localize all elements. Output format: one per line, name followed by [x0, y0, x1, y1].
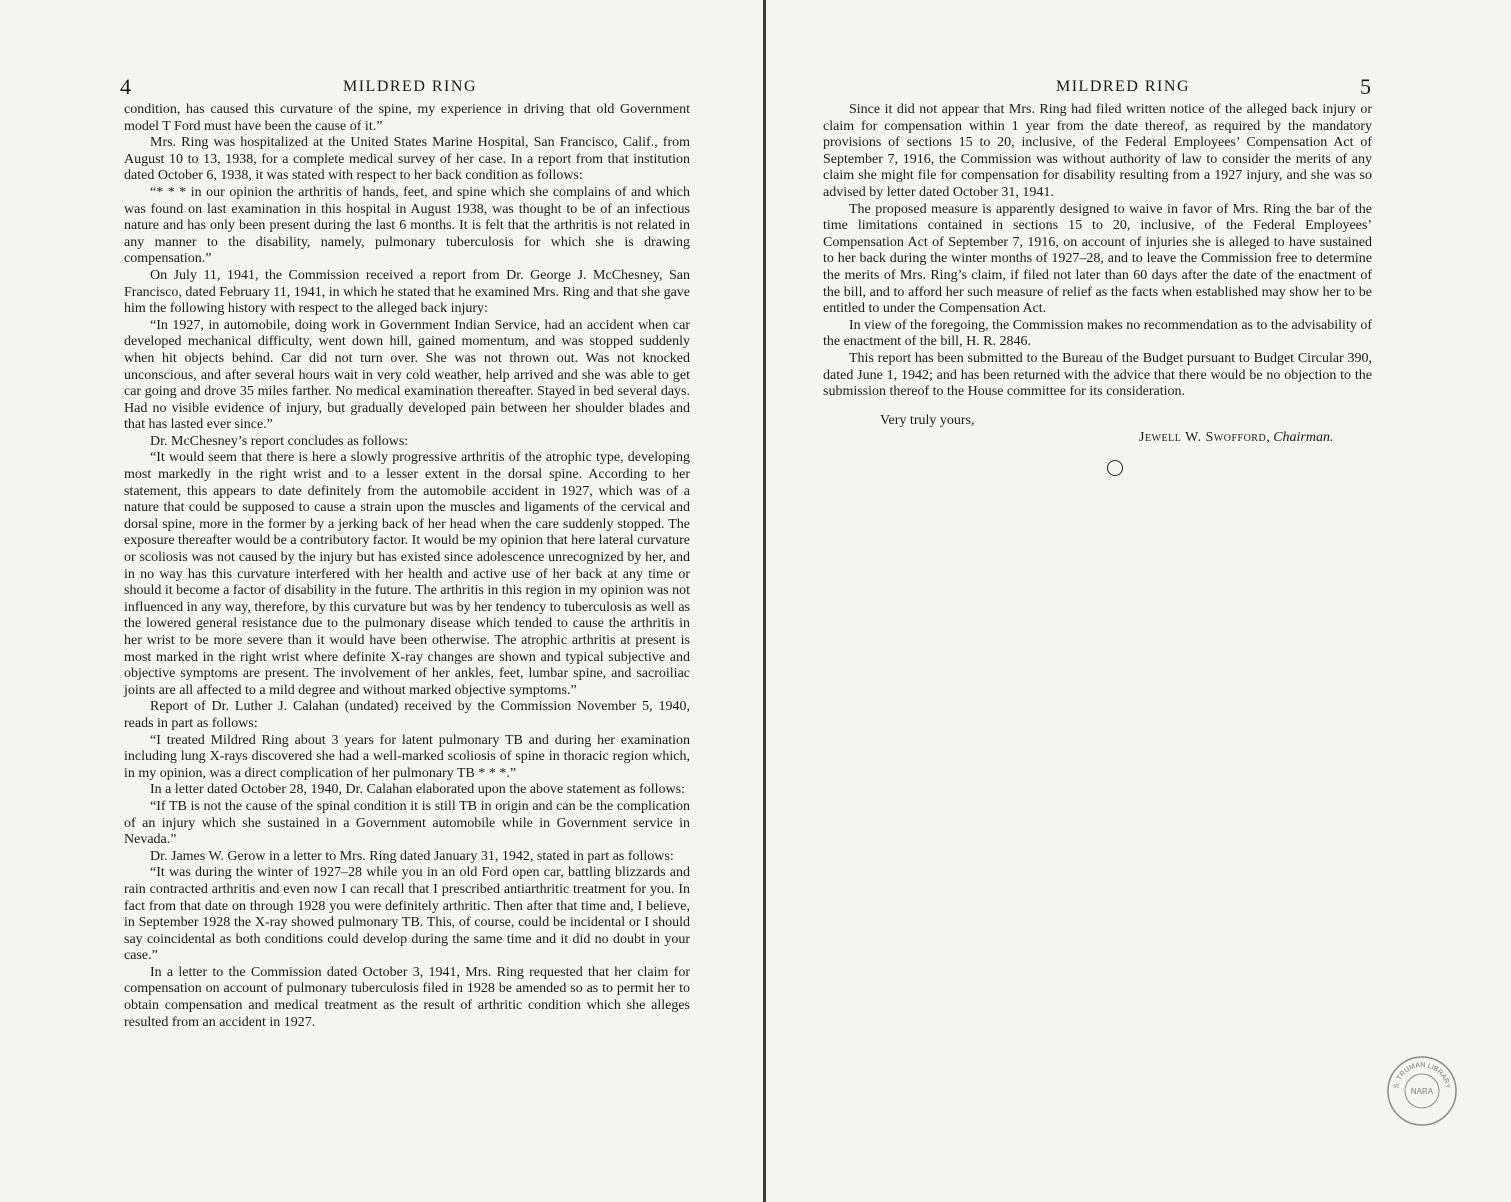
- paragraph: “In 1927, in automobile, doing work in Government Indian Service, had an accident when car developed mechanical difficulty, went down hill, gained momentum, and was stopped suddenly when hit objects behind. Car did not turn over. She was not thrown out. Was not knocked unconscious, and after several hours wait in very cold weather, help arrived and she was able to get car going and drove 35 miles farther. No medical examination thereafter. Stayed in bed several days. Had no visible evidence of injury, but gradually developed pain between her shoulder blades and that has lasted ever since.”: [124, 317, 690, 433]
- signer-name: Jewell W. Swofford: [1139, 430, 1267, 445]
- paragraph: Mrs. Ring was hospitalized at the United States Marine Hospital, San Francisco, Calif., from August 10 to 13, 1938, for a complete medical survey of her case. In a report from that institution dated October 6, 1938, it was stated with respect to her back condition as follows:: [124, 135, 690, 184]
- page-number-right: 5: [1360, 74, 1371, 99]
- left-body: [124, 102, 690, 1031]
- paragraph: Since it did not appear that Mrs. Ring had filed written notice of the alleged back injury or claim for compensation within 1 year from the date thereof, as required by the mandatory provisions of sections 15 to 20, inclusive, of the Federal Employees’ Compensation Act of September 7, 1916, the Commission was without authority of law to consider the merits of any claim she might file for compensation for disability resulting from a 1927 injury, and she was so advised by letter dated October 31, 1941.: [823, 102, 1372, 200]
- stamp-center-text: NARA: [1410, 1087, 1434, 1096]
- paragraph: “I treated Mildred Ring about 3 years for latent pulmonary TB and during her examination including lung X-rays discovered she had a well-marked scoliosis of spine in thoracic region which, in my opinion, was a direct complication of her pulmonary TB * * *.”: [124, 732, 690, 781]
- signature: Jewell W. Swofford, Chairman.: [1139, 430, 1334, 445]
- paragraph: “It would seem that there is here a slowly progressive arthritis of the atrophic type, developing most markedly in the right wrist and to a lesser extent in the dorsal spine. According to her statement, this appears to date definitely from the automobile accident in 1927, which was of a nature that could be supposed to cause a strain upon the muscles and ligaments of the cervical and dorsal spine, more in the former by a jerking back of her head when the care suddenly stopped. The exposure thereafter would be a contributory factor. It would be my opinion that here lateral curvature or scoliosis was not caused by the injury but has existed since adolescence unrecognized by her, and in no way has this curvature interfered with her health and active use of her back at any time or should it become a factor of disability in the future. The arthritis in this region in my opinion was not influenced in any way, therefore, by this curvature but was by her tendency to tuberculosis as well as the lowered general resistance due to the pulmonary disease which tended to cause the arthritis in her wrist to be more severe than it would have been otherwise. The atrophic arthritis at present is most marked in the right wrist where definite X-ray changes are shown and typical subjective and objective symptoms are present. The involvement of her ankles, feet, lumbar spine, and sacroiliac joints are all affected to a mild degree and without marked objective symptoms.”: [124, 450, 691, 698]
- running-head-left: MILDRED RING: [343, 78, 477, 95]
- left-header: [120, 74, 690, 100]
- paragraph: Report of Dr. Luther J. Calahan (undated) received by the Commission November 5, 1940, reads in part as follows:: [124, 699, 690, 731]
- end-circle-mark: [1107, 460, 1123, 476]
- paragraph: In view of the foregoing, the Commission makes no recommendation as to the advisability of the enactment of the bill, H. R. 2846.: [823, 317, 1372, 350]
- paragraph: “If TB is not the cause of the spinal condition it is still TB in origin and can be the complication of an injury which she sustained in a Government automobile while in Government service in Nevada.”: [124, 798, 690, 848]
- paragraph: In a letter to the Commission dated October 3, 1941, Mrs. Ring requested that her claim for compensation on account of pulmonary tuberculosis filed in 1928 be amended so as to permit her to obtain compensation and medical treatment as the result of arthritic condition which she alleges resulted from an accident in 1927.: [124, 964, 690, 1030]
- right-page: [766, 0, 1511, 1202]
- paragraph: This report has been submitted to the Bureau of the Budget pursuant to Budget Circular 390, dated June 1, 1942; and has been returned with the advice that there would be no objection to the submission thereof to the House committee for its consideration.: [823, 350, 1372, 400]
- paragraph: The proposed measure is apparently designed to waive in favor of Mrs. Ring the bar of the time limitations contained in sections 15 to 20, inclusive, of the Federal Employees’ Compensation Act of September 7, 1916, on account of injuries she is alleged to have sustained to her back during the winter months of 1927–28, and to leave the Commission free to determine the merits of Mrs. Ring’s claim, if filed not later than 60 days after the date of the enactment of the bill, and to afford her such measure of relief as the facts when established may show her to be entitled to under the Compensation Act.: [823, 201, 1372, 317]
- page-number-left: 4: [120, 74, 131, 99]
- paragraph: “* * * in our opinion the arthritis of hands, feet, and spine which she complains of and which was found on last examination in this hospital in August 1938, was thought to be of an infectious nature and has only been present during the last 6 months. It is felt that the arthritis is not related in any manner to the disability, namely, pulmonary tuberculosis for which she is drawing compensation.”: [124, 184, 690, 267]
- stamp-top-text: S. TRUMAN LIBRARY: [1393, 1061, 1451, 1090]
- paragraph: In a letter dated October 28, 1940, Dr. Calahan elaborated upon the above statement as follows:: [150, 782, 685, 798]
- right-body: [823, 102, 1372, 401]
- paragraph: Dr. McChesney’s report concludes as follows:: [150, 433, 409, 449]
- paragraph: On July 11, 1941, the Commission received a report from Dr. George J. McChesney, San Francisco, dated February 11, 1941, in which he stated that he examined Mrs. Ring and that she gave him the following history with respect to the alleged back injury:: [124, 267, 690, 317]
- closing: Very truly yours,: [880, 413, 975, 428]
- signer-title: Chairman.: [1273, 430, 1334, 445]
- paragraph: condition, has caused this curvature of the spine, my experience in driving that old Government model T Ford must have been the cause of it.”: [124, 102, 690, 134]
- paragraph: “It was during the winter of 1927–28 while you in an old Ford open car, battling blizzards and rain contracted arthritis and even now I can recall that I prescribed antiarthritic treatment for you. In fact from that date on through 1928 you were definitely arthritic. Then after that time and, I believe, in September 1928 the X-ray showed pulmonary TB. This, of course, could be incidental or I should say coincidental as both conditions could develop during the same time and it did no doubt in your case.”: [124, 865, 690, 964]
- running-head-right: MILDRED RING: [1056, 78, 1190, 95]
- paragraph: Dr. James W. Gerow in a letter to Mrs. Ring dated January 31, 1942, stated in part as follows:: [150, 848, 674, 864]
- library-stamp: [1386, 1055, 1458, 1127]
